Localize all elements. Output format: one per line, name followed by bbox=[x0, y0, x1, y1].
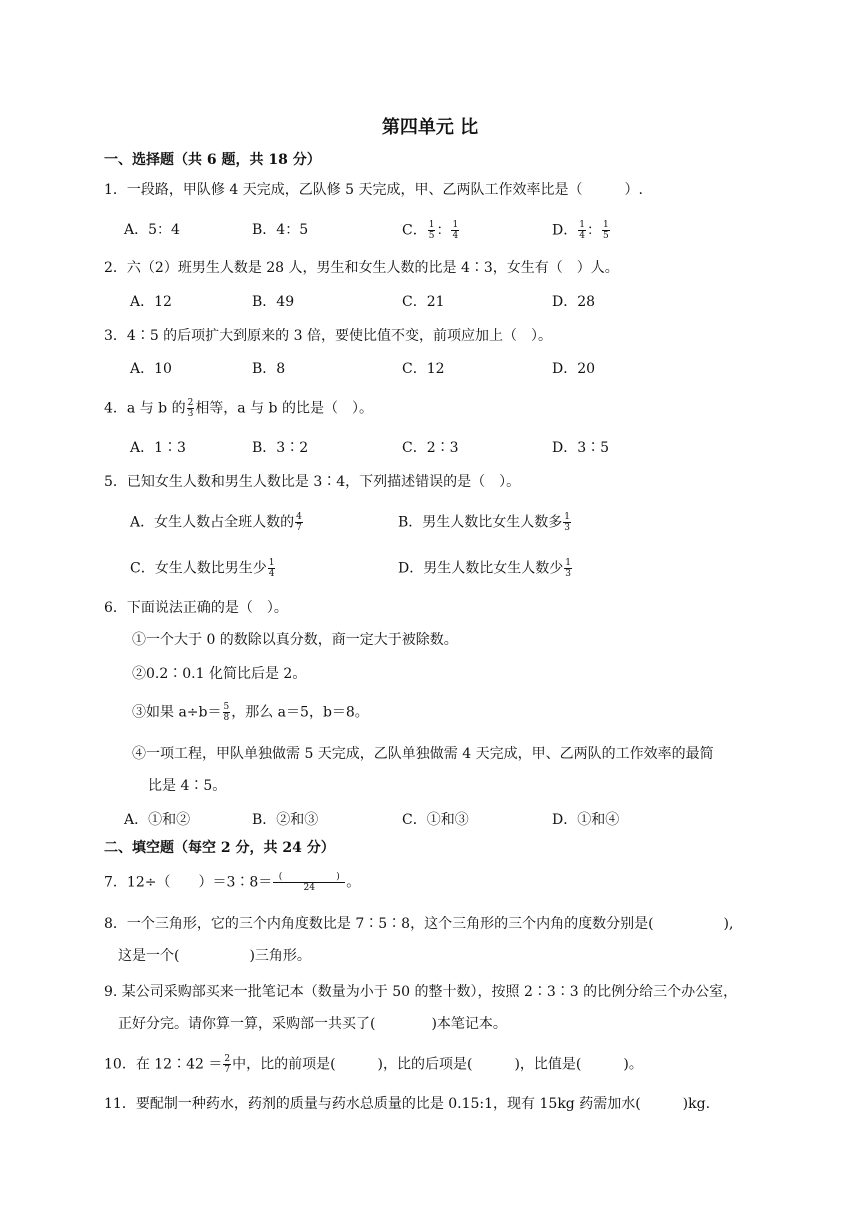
fraction bbox=[295, 512, 303, 533]
fraction-numerator: 1 bbox=[564, 512, 571, 522]
question-6-stem: 6．下面说法正确的是（ ）。 bbox=[104, 600, 288, 616]
q6-statement-2: ②0.2∶0.1 化简比后是 2。 bbox=[132, 666, 307, 682]
statement-text: ③如果 a÷b＝ bbox=[132, 704, 222, 721]
question-5-stem: 5．已知女生人数和男生人数比是 3∶4，下列描述错误的是（ ）。 bbox=[104, 474, 521, 490]
fraction-numerator: 5 bbox=[223, 702, 230, 712]
question-7 bbox=[104, 872, 360, 893]
q1-option-a: A．5：4 bbox=[124, 222, 180, 238]
stem-text: 相等，a 与 b 的比是（ ）。 bbox=[195, 400, 373, 417]
fraction-numerator: 1 bbox=[579, 220, 585, 230]
fraction-denominator: 5 bbox=[602, 231, 609, 241]
q1-option-c bbox=[402, 220, 460, 241]
fraction-numerator: 2 bbox=[224, 1054, 231, 1064]
option-text: A．女生人数占全班人数的 bbox=[130, 514, 295, 531]
fraction-denominator: 8 bbox=[223, 713, 230, 723]
stem-text: 。 bbox=[346, 874, 361, 891]
option-prefix: C． bbox=[402, 222, 427, 239]
fraction bbox=[223, 702, 231, 723]
fraction-numerator: 4 bbox=[296, 512, 302, 522]
fraction bbox=[602, 220, 610, 241]
q6-statement-3 bbox=[132, 702, 369, 723]
q6-option-c: C．①和③ bbox=[402, 812, 469, 828]
q6-option-b: B．②和③ bbox=[252, 812, 319, 828]
question-11: 11．要配制一种药水，药剂的质量与药水总质量的比是 0.15:1，现有 15kg 药需加水( )kg. bbox=[104, 1096, 711, 1112]
fraction-numerator: 1 bbox=[565, 558, 571, 568]
question-3-stem: 3．4∶5 的后项扩大到原来的 3 倍，要使比值不变，前项应加上（ ）。 bbox=[104, 328, 552, 344]
fraction-denominator: 7 bbox=[224, 1065, 231, 1075]
q4-option-c: C．2∶3 bbox=[402, 440, 459, 456]
fraction bbox=[268, 558, 276, 579]
fraction-denominator: 3 bbox=[564, 523, 571, 533]
ratio-colon: ： bbox=[586, 222, 601, 239]
fraction-numerator: 1 bbox=[428, 220, 435, 230]
question-1-stem: 1．一段路，甲队修 4 天完成，乙队修 5 天完成，甲、乙两队工作效率比是（ ）. bbox=[104, 182, 643, 198]
fraction bbox=[223, 1054, 231, 1075]
q3-option-c: C．12 bbox=[402, 361, 445, 377]
question-2-stem: 2．六（2）班男生人数是 28 人，男生和女生人数的比是 4∶3，女生有（ ）人。 bbox=[104, 260, 619, 276]
q1-option-d bbox=[552, 220, 611, 241]
q6-statement-4-line-1: ④一项工程，甲队单独做需 5 天完成，乙队单独做需 4 天完成，甲、乙两队的工作效率的最简 bbox=[132, 746, 714, 762]
option-text: B．男生人数比女生人数多 bbox=[398, 514, 563, 531]
q3-option-b: B．8 bbox=[252, 361, 286, 377]
section-heading-choice: 一、选择题（共 6 题，共 18 分） bbox=[104, 152, 321, 168]
statement-text: ，那么 a＝5，b＝8。 bbox=[231, 704, 369, 721]
q1-option-b: B．4：5 bbox=[252, 222, 309, 238]
fraction-denominator: 4 bbox=[579, 231, 585, 241]
q5-option-d bbox=[398, 558, 573, 579]
stem-text: 4．a 与 b 的 bbox=[104, 400, 186, 417]
fraction bbox=[578, 220, 586, 241]
fraction-denominator: 5 bbox=[428, 231, 435, 241]
fraction-denominator: 3 bbox=[565, 569, 571, 579]
page-title: 第四单元 比 bbox=[381, 117, 479, 138]
fraction-numerator: 2 bbox=[187, 398, 194, 408]
q6-statement-4-line-2: 比是 4∶5。 bbox=[148, 778, 227, 794]
q5-option-b bbox=[398, 512, 572, 533]
question-4-stem bbox=[104, 398, 373, 419]
question-8-line-2: 这是一个( )三角形。 bbox=[118, 948, 311, 964]
fraction-numerator: 1 bbox=[602, 220, 609, 230]
fraction-denominator: 7 bbox=[296, 523, 302, 533]
q2-option-c: C．21 bbox=[402, 294, 445, 310]
q3-option-d: D．20 bbox=[552, 361, 596, 377]
q4-option-a: A．1∶3 bbox=[130, 440, 186, 456]
fraction-numerator: ( ) bbox=[273, 872, 345, 883]
fraction bbox=[273, 872, 345, 893]
question-9-line-2: 正好分完。请你算一算，采购部一共买了( )本笔记本。 bbox=[118, 1016, 507, 1032]
fraction bbox=[428, 220, 436, 241]
stem-text: 中，比的前项是( )，比的后项是( )，比值是( )。 bbox=[232, 1056, 643, 1073]
question-10 bbox=[104, 1054, 643, 1075]
section-heading-fill-in: 二、填空题（每空 2 分，共 24 分） bbox=[104, 840, 335, 856]
fraction-denominator: 3 bbox=[187, 409, 194, 419]
fraction-numerator: 1 bbox=[452, 220, 459, 230]
fraction-numerator: 1 bbox=[268, 558, 275, 568]
q3-option-a: A．10 bbox=[130, 361, 172, 377]
q4-option-d: D．3∶5 bbox=[552, 440, 610, 456]
fraction bbox=[564, 558, 572, 579]
q2-option-d: D．28 bbox=[552, 294, 596, 310]
question-8-line-1: 8．一个三角形，它的三个内角度数比是 7∶5∶8，这个三角形的三个内角的度数分别是( ), bbox=[104, 916, 734, 932]
q5-option-a bbox=[130, 512, 304, 533]
q6-statement-1: ①一个大于 0 的数除以真分数，商一定大于被除数。 bbox=[132, 632, 458, 648]
q2-option-a: A．12 bbox=[130, 294, 172, 310]
fraction bbox=[563, 512, 571, 533]
question-9-line-1: 9. 某公司采购部买来一批笔记本（数量为小于 50 的整十数），按照 2∶3∶3 的比例分给三个办公室， bbox=[104, 984, 738, 1000]
ratio-colon: ： bbox=[436, 222, 451, 239]
stem-text: 10．在 12∶42 ＝ bbox=[104, 1056, 223, 1073]
option-text: C．女生人数比男生少 bbox=[130, 560, 267, 577]
option-prefix: D． bbox=[552, 222, 578, 239]
fraction-denominator: 4 bbox=[452, 231, 459, 241]
fraction bbox=[451, 220, 459, 241]
fraction-denominator: 24 bbox=[303, 883, 315, 893]
q6-option-d: D．①和④ bbox=[552, 812, 620, 828]
q2-option-b: B．49 bbox=[252, 294, 295, 310]
option-text: D．男生人数比女生人数少 bbox=[398, 560, 564, 577]
q4-option-b: B．3∶2 bbox=[252, 440, 309, 456]
q5-option-c bbox=[130, 558, 276, 579]
fraction bbox=[187, 398, 195, 419]
stem-text: 7．12÷（ ）＝3∶8＝ bbox=[104, 874, 273, 891]
q6-option-a: A．①和② bbox=[124, 812, 191, 828]
fraction-denominator: 4 bbox=[268, 569, 275, 579]
